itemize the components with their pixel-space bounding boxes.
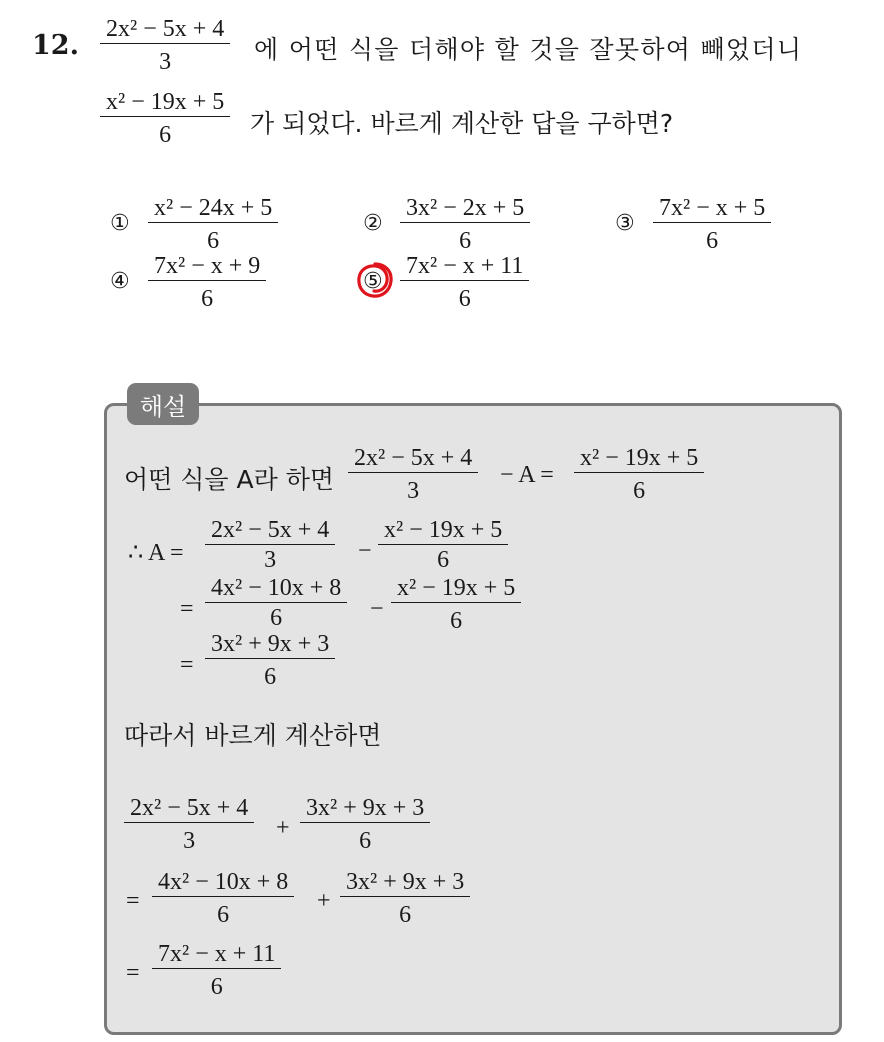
fraction-denominator: 6	[359, 828, 372, 854]
step1-operator: −	[358, 538, 372, 564]
fraction-numerator: 7x² − x + 11	[400, 254, 529, 281]
choice-3-fraction[interactable]	[653, 196, 771, 253]
fraction-denominator: 3	[183, 828, 196, 854]
solution-intro-operator: − A =	[500, 462, 554, 488]
calc1-fraction-b	[300, 796, 430, 853]
fraction-numerator: 3x² − 2x + 5	[400, 196, 530, 223]
fraction-numerator: 4x² − 10x + 8	[205, 576, 347, 603]
fraction-denominator: 6	[159, 122, 172, 148]
fraction-numerator: 7x² − x + 11	[152, 942, 281, 969]
choice-5-mark[interactable]: ⑤	[363, 269, 383, 294]
choice-2-fraction[interactable]	[400, 196, 530, 253]
choice-5-fraction[interactable]	[400, 254, 529, 311]
calc2-prefix: =	[126, 888, 140, 914]
fraction-numerator: 2x² − 5x + 4	[124, 796, 254, 823]
solution-tag: 해설	[127, 383, 199, 425]
fraction-denominator: 6	[264, 664, 277, 690]
calc2-operator: +	[317, 888, 331, 914]
calc3-fraction	[152, 942, 281, 999]
fraction-numerator: x² − 19x + 5	[100, 90, 230, 117]
fraction-numerator: x² − 24x + 5	[148, 196, 278, 223]
fraction-numerator: 7x² − x + 9	[148, 254, 266, 281]
fraction-numerator: 2x² − 5x + 4	[205, 518, 335, 545]
fraction-denominator: 3	[264, 547, 277, 573]
step1-fraction-a	[205, 518, 335, 572]
question-text-line2: 가 되었다. 바르게 계산한 답을 구하면?	[250, 109, 674, 138]
fraction-numerator: 2x² − 5x + 4	[100, 17, 230, 44]
fraction-numerator: 7x² − x + 5	[653, 196, 771, 223]
step3-prefix: =	[180, 652, 194, 678]
step1-fraction-b	[378, 518, 508, 572]
fraction-denominator: 6	[437, 547, 450, 573]
calc2-fraction-b	[340, 870, 470, 927]
step2-fraction-b	[391, 576, 521, 633]
fraction-numerator: x² − 19x + 5	[574, 446, 704, 473]
fraction-denominator: 6	[450, 608, 463, 634]
calc1-fraction-a	[124, 796, 254, 853]
fraction-numerator: 3x² + 9x + 3	[205, 632, 335, 659]
choice-4-fraction[interactable]	[148, 254, 266, 311]
fraction-numerator: 4x² − 10x + 8	[152, 870, 294, 897]
fraction-numerator: 2x² − 5x + 4	[348, 446, 478, 473]
question-fraction-result	[100, 90, 230, 147]
choice-4-mark[interactable]: ④	[110, 269, 130, 294]
fraction-numerator: x² − 19x + 5	[391, 576, 521, 603]
step2-prefix: =	[180, 596, 194, 622]
calc3-prefix: =	[126, 960, 140, 986]
solution-intro-fraction-b	[574, 446, 704, 503]
solution-intro-text: 어떤 식을 A라 하면	[124, 465, 334, 494]
choice-3-mark[interactable]: ③	[615, 211, 635, 236]
fraction-denominator: 6	[633, 478, 646, 504]
calc2-fraction-a	[152, 870, 294, 927]
choice-1-fraction[interactable]	[148, 196, 278, 253]
solution-intro-fraction-a	[348, 446, 478, 503]
fraction-denominator: 6	[201, 286, 214, 312]
fraction-denominator: 6	[706, 228, 719, 254]
fraction-denominator: 6	[458, 286, 471, 312]
therefore-text: 따라서 바르게 계산하면	[124, 721, 382, 750]
step2-fraction-a	[205, 576, 347, 630]
question-number: 12.	[32, 30, 79, 61]
fraction-numerator: x² − 19x + 5	[378, 518, 508, 545]
question-fraction-original	[100, 17, 230, 74]
step1-prefix: ∴ A =	[128, 540, 184, 566]
choice-2-mark[interactable]: ②	[363, 211, 383, 236]
fraction-denominator: 6	[270, 605, 283, 631]
fraction-denominator: 6	[399, 902, 412, 928]
fraction-denominator: 3	[407, 478, 420, 504]
fraction-denominator: 3	[159, 49, 172, 75]
fraction-numerator: 3x² + 9x + 3	[300, 796, 430, 823]
fraction-denominator: 6	[207, 228, 220, 254]
fraction-denominator: 6	[217, 902, 230, 928]
fraction-numerator: 3x² + 9x + 3	[340, 870, 470, 897]
choice-1-mark[interactable]: ①	[110, 211, 130, 236]
fraction-denominator: 6	[210, 974, 223, 1000]
fraction-denominator: 6	[459, 228, 472, 254]
step3-fraction	[205, 632, 335, 689]
step2-operator: −	[370, 596, 384, 622]
question-text-line1: 에 어떤 식을 더해야 할 것을 잘못하여 빼었더니	[254, 35, 803, 64]
calc1-operator: +	[276, 815, 290, 841]
